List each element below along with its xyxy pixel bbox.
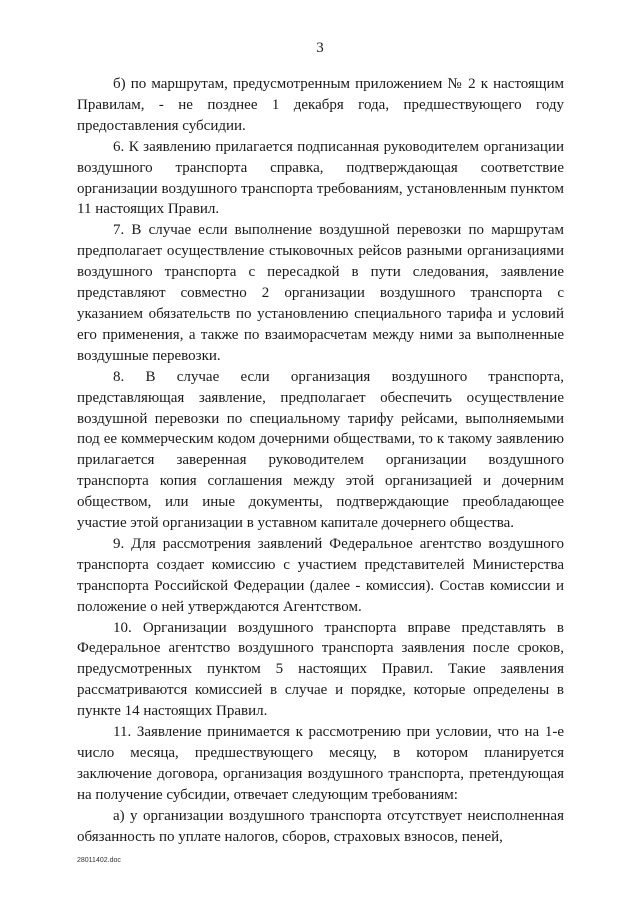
paragraph-11a: а) у организации воздушного транспорта отсутствует неисполненная обязанность по уплате налогов, сборов, страховых взносов, пеней, — [77, 807, 564, 845]
paragraph-5b: б) по маршрутам, предусмотренным приложением № 2 к настоящим Правилам, - не позднее 1 декабря года, предшествующего году предоставления субсидии. — [77, 76, 564, 134]
paragraph-8: 8. В случае если организация воздушного транспорта, представляющая заявление, предполагает обеспечить осуществление воздушной перевозки по специальному тарифу рейсами, выполняемыми под ее коммерческим кодом дочерними обществами, то к такому заявлению прилагается заверенная руководителем организации воздушного транспорта копия соглашения между этой организацией и дочерним обществом, или иные документы, подтверждающие преобладающее участие этой организации в уставном капитале дочернего общества. — [77, 368, 564, 532]
file-reference: 28011402.doc — [77, 857, 121, 864]
page-number: 3 — [316, 40, 324, 56]
paragraph-11: 11. Заявление принимается к рассмотрению при условии, что на 1-е число месяца, предшествующего месяцу, в котором планируется заключение договора, организация воздушного транспорта, претендующая на получение субсидии, отвечает следующим требованиям: — [77, 724, 564, 803]
paragraph-6: 6. К заявлению прилагается подписанная руководителем организации воздушного транспорта справка, подтверждающая соответствие организации воздушного транспорта требованиям, установленным пунктом 11 настоящих Правил. — [77, 138, 564, 218]
paragraph-10: 10. Организации воздушного транспорта вправе представлять в Федеральное агентство воздушного транспорта заявления после сроков, предусмотренных пунктом 5 настоящих Правил. Такие заявления рассматриваются комиссией в случае и порядке, которые определены в пункте 14 настоящих Правил. — [77, 619, 564, 720]
document-body — [77, 74, 564, 848]
paragraph-9: 9. Для рассмотрения заявлений Федеральное агентство воздушного транспорта создает комиссию с участием представителей Министерства транспорта Российской Федерации (далее - комиссия). Состав комиссии и положение о ней утверждаются Агентством. — [77, 535, 564, 615]
paragraph-7: 7. В случае если выполнение воздушной перевозки по маршрутам предполагает осуществление стыковочных рейсов разными организациями воздушного транспорта с пересадкой в пути следования, заявление представляют совместно 2 организации воздушного транспорта с указанием обязательств по установлению специального тарифа и условий его применения, а также по взаиморасчетам между ними за выполненные воздушные перевозки. — [77, 222, 564, 364]
